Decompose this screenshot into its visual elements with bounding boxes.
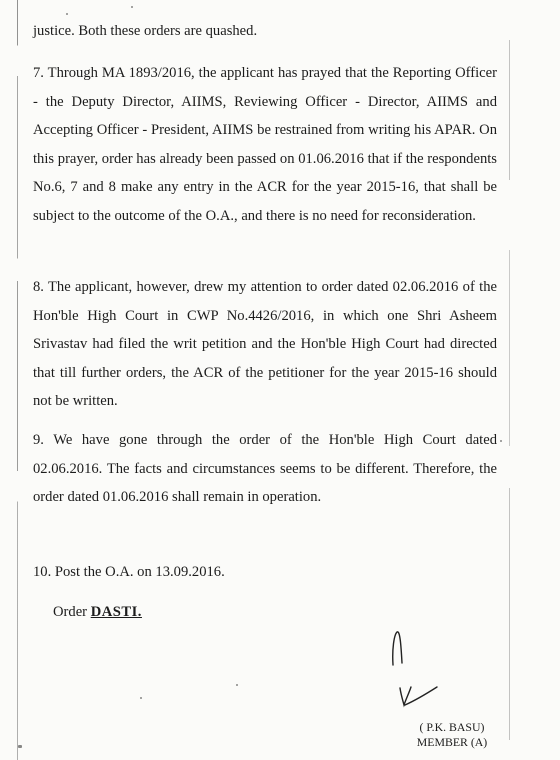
continuation-line: justice. Both these orders are quashed. <box>33 23 258 39</box>
signatory-name: ( P.K. BASU) <box>419 720 485 734</box>
order-prefix: Order <box>53 604 88 620</box>
scan-speck <box>500 440 502 442</box>
signatory-designation: MEMBER (A) <box>416 735 488 749</box>
order-dasti: DASTI. <box>90 604 142 620</box>
paragraph-8: 8. The applicant, however, drew my attention to order dated 02.06.2016 of the Hon'ble High Court in CWP No.4426/2016, in which one Shri Asheem Srivastav had filed the writ petition and the Hon'ble High Court had directed that till further orders, the ACR of the petitioner for the year 2015-16 should not be written. <box>33 279 497 409</box>
scan-left-edge <box>17 0 18 760</box>
signature-block <box>404 720 500 750</box>
paragraph-9: 9. We have gone through the order of the Hon'ble High Court dated 02.06.2016. The facts and circumstances seems to be different. Therefore, the order dated 01.06.2016 shall remain in operation. <box>33 432 497 505</box>
handwritten-signature <box>376 625 456 725</box>
scan-speck <box>140 697 142 699</box>
scan-speck <box>131 6 133 8</box>
signature-icon <box>376 625 456 725</box>
order-line <box>53 598 142 626</box>
scan-speck <box>236 684 238 686</box>
paragraph-7: 7. Through MA 1893/2016, the applicant has prayed that the Reporting Officer - the Deputy Director, AIIMS, Reviewing Officer - Director, AIIMS and Accepting Officer - President, AIIMS be restrained from writing his APAR. On this prayer, order has already been passed on 01.06.2016 that if the respondents No.6, 7 and 8 make any entry in the ACR for the year 2015-16, that shall be subject to the outcome of the O.A., and there is no need for reconsideration. <box>33 65 497 224</box>
scan-speck <box>18 745 22 748</box>
scan-right-edge <box>509 40 510 740</box>
scan-speck <box>66 13 68 15</box>
paragraph-10: 10. Post the O.A. on 13.09.2016. <box>33 564 225 580</box>
